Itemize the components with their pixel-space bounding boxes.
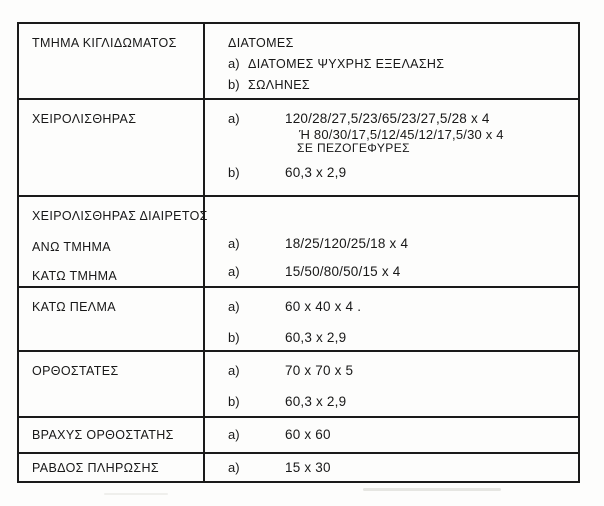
scan-artifact [104,493,168,495]
table-row [19,195,578,286]
header-item-a [228,56,572,72]
entry-value-group [285,111,504,155]
item-key: b) [228,77,240,92]
entry-a [228,111,572,155]
header-left-title: ΤΜΗΜΑ ΚΙΓΛΙΔΩΜΑΤΟΣ [32,36,177,50]
entry-value: 60,3 x 2,9 [285,165,347,180]
table-row [19,416,578,452]
entry-b [228,165,572,181]
entry-a [228,460,572,476]
table-row [19,98,578,195]
entry-key: a) [228,111,240,126]
entry-value: 18/25/120/25/18 x 4 [285,236,409,251]
entry-a [228,363,572,379]
entry-key: a) [228,236,240,251]
entry-value: 15/50/80/50/15 x 4 [285,264,401,279]
row-label: ΒΡΑΧΥΣ ΟΡΘΟΣΤΑΤΗΣ [32,428,174,442]
row-label: ΡΑΒΔΟΣ ΠΛΗΡΩΣΗΣ [32,461,159,475]
entry-b [228,330,572,346]
header-cell-right [205,24,578,98]
entry-key: a) [228,427,240,442]
row-label: ΟΡΘΟΣΤΑΤΕΣ [32,364,119,378]
row-label-cell [19,197,208,286]
row-sublabel: ΚΑΤΩ ΤΜΗΜΑ [32,269,118,283]
row-label: ΧΕΙΡΟΛΙΣΘΗΡΑΣ ΔΙΑΙΡΕΤΟΣ [32,209,208,223]
row-label-cell [19,100,205,195]
table-header-row [19,24,578,98]
entry-a2 [228,264,572,280]
row-value-cell [205,197,578,286]
entry-key: a) [228,264,240,279]
entry-b [228,394,572,410]
entry-value: 60,3 x 2,9 [285,394,347,409]
item-text: ΔΙΑΤΟΜΕΣ ΨΥΧΡΗΣ ΕΞΕΛΑΣΗΣ [248,57,445,71]
row-value-cell [205,100,578,195]
entry-key: b) [228,394,240,409]
entry-a [228,299,572,315]
row-value-cell [205,288,578,350]
item-text: ΣΩΛΗΝΕΣ [248,78,310,92]
entry-a [228,427,572,443]
row-label: ΧΕΙΡΟΛΙΣΘΗΡΑΣ [32,112,137,126]
header-item-b [228,77,572,93]
table-row [19,286,578,350]
row-value-cell [205,454,578,481]
entry-value: 60 x 40 x 4 . [285,299,362,314]
row-label-cell [19,352,205,416]
header-cell-left [19,24,205,98]
entry-key: b) [228,165,240,180]
entry-value: 120/28/27,5/23/65/23/27,5/28 x 4 [285,111,490,126]
entry-a [228,236,572,252]
entry-alt-value: Ή 80/30/17,5/12/45/12/17,5/30 x 4 [299,127,504,142]
entry-key: a) [228,299,240,314]
entry-key: a) [228,460,240,475]
table-row [19,452,578,481]
row-value-cell [205,418,578,452]
row-label-cell [19,454,205,481]
header-right-title: ΔΙΑΤΟΜΕΣ [228,36,294,50]
entry-alt-note: ΣΕ ΠΕΖΟΓΕΦΥΡΕΣ [297,141,410,155]
entry-value: 15 x 30 [285,460,331,475]
entry-key: a) [228,363,240,378]
row-label: ΚΑΤΩ ΠΕΛΜΑ [32,300,116,314]
row-sublabel: ΑΝΩ ΤΜΗΜΑ [32,240,111,254]
row-label-cell [19,418,205,452]
row-value-cell [205,352,578,416]
table-row [19,350,578,416]
entry-value: 60 x 60 [285,427,331,442]
entry-key: b) [228,330,240,345]
row-label-cell [19,288,205,350]
railing-sections-table [17,22,580,483]
entry-value: 70 x 70 x 5 [285,363,354,378]
entry-value: 60,3 x 2,9 [285,330,347,345]
scan-artifact [363,488,501,491]
item-key: a) [228,56,240,71]
